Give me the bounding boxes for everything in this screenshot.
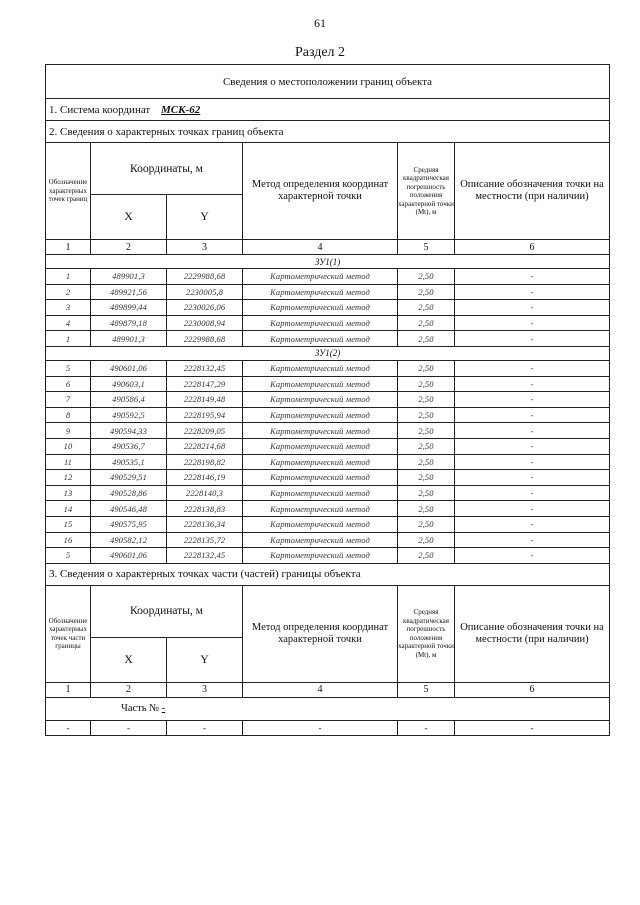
x-cell: 490575,95 (91, 516, 167, 532)
x-cell: 489901,3 (91, 331, 167, 347)
method-cell: Картометрический метод (243, 532, 398, 548)
table-title: Сведения о местоположении границ объекта (46, 65, 610, 99)
y-cell: 2228140,3 (167, 485, 243, 501)
accuracy-cell: 2,50 (398, 376, 455, 392)
method-cell: Картометрический метод (243, 284, 398, 300)
group-name: ЗУ1(1) (46, 255, 610, 269)
point-number-cell: 11 (46, 454, 91, 470)
point-number-cell: 14 (46, 501, 91, 517)
description-cell: - (455, 376, 610, 392)
table-row (46, 360, 610, 376)
part-cell (46, 697, 610, 720)
header-point-designation: Обозначение характерных точек границ (46, 143, 91, 240)
point-number-cell: 8 (46, 407, 91, 423)
header-coordinates: Координаты, м (91, 585, 243, 637)
description-cell: - (455, 360, 610, 376)
header-x: X (91, 195, 167, 240)
method-cell: Картометрический метод (243, 331, 398, 347)
coord-system-value: МСК-62 (160, 103, 201, 116)
header-point-designation-part: Обозначение характерных точек части границы (46, 585, 91, 682)
column-number: 5 (398, 240, 455, 255)
column-number: 6 (455, 240, 610, 255)
y-cell: 2228138,83 (167, 501, 243, 517)
accuracy-cell: 2,50 (398, 501, 455, 517)
y-cell: 2229988,68 (167, 331, 243, 347)
table-row (46, 548, 610, 564)
method-cell: Картометрический метод (243, 360, 398, 376)
accuracy-cell: 2,50 (398, 407, 455, 423)
y-cell: 2228198,82 (167, 454, 243, 470)
point-number-cell: 12 (46, 470, 91, 486)
y-cell: 2228135,72 (167, 532, 243, 548)
accuracy-cell: 2,50 (398, 392, 455, 408)
coord-system-label: 1. Система координат (49, 103, 151, 116)
method-cell: Картометрический метод (243, 454, 398, 470)
accuracy-cell: 2,50 (398, 269, 455, 285)
accuracy-cell: 2,50 (398, 438, 455, 454)
point-number-cell: 15 (46, 516, 91, 532)
coord-system-row (46, 99, 610, 121)
y-cell: 2228209,05 (167, 423, 243, 439)
table-row (46, 284, 610, 300)
method-cell: Картометрический метод (243, 423, 398, 439)
method-cell: Картометрический метод (243, 269, 398, 285)
point-number-cell: 5 (46, 548, 91, 564)
part-value: - (161, 703, 166, 715)
column-number: 4 (243, 240, 398, 255)
table-row (46, 315, 610, 331)
column-numbers-row (46, 682, 610, 697)
description-cell: - (455, 284, 610, 300)
x-cell: 490603,1 (91, 376, 167, 392)
accuracy-cell: 2,50 (398, 360, 455, 376)
table-row (46, 470, 610, 486)
y-cell: 2228195,94 (167, 407, 243, 423)
empty-cell: - (91, 720, 167, 735)
point-number-cell: 16 (46, 532, 91, 548)
method-cell: Картометрический метод (243, 438, 398, 454)
description-cell: - (455, 438, 610, 454)
y-cell: 2228149,48 (167, 392, 243, 408)
header-y: Y (167, 195, 243, 240)
part-label: Часть № (121, 703, 160, 715)
page-number: 61 (314, 16, 326, 30)
column-number: 1 (46, 682, 91, 697)
y-cell: 2228214,68 (167, 438, 243, 454)
column-number: 3 (167, 240, 243, 255)
description-cell: - (455, 470, 610, 486)
column-number: 1 (46, 240, 91, 255)
table-row (46, 392, 610, 408)
x-cell: 489901,3 (91, 269, 167, 285)
description-cell: - (455, 315, 610, 331)
column-number: 6 (455, 682, 610, 697)
table-row (46, 454, 610, 470)
accuracy-cell: 2,50 (398, 331, 455, 347)
empty-cell: - (167, 720, 243, 735)
point-number-cell: 10 (46, 438, 91, 454)
method-cell: Картометрический метод (243, 407, 398, 423)
table-row (46, 501, 610, 517)
accuracy-cell: 2,50 (398, 454, 455, 470)
table-row (46, 300, 610, 316)
description-cell: - (455, 516, 610, 532)
description-cell: - (455, 532, 610, 548)
header-method: Метод определения координат характерной точки (243, 585, 398, 682)
x-cell: 490529,51 (91, 470, 167, 486)
column-number: 2 (91, 240, 167, 255)
table-row (46, 331, 610, 347)
boundary-table (45, 64, 610, 736)
header-accuracy: Средняя квадратическая погрешность положения характерной точки (Mt), м (398, 585, 455, 682)
description-cell: - (455, 331, 610, 347)
table-row (46, 485, 610, 501)
empty-cell: - (46, 720, 91, 735)
empty-cell: - (455, 720, 610, 735)
accuracy-cell: 2,50 (398, 485, 455, 501)
accuracy-cell: 2,50 (398, 300, 455, 316)
point-number-cell: 2 (46, 284, 91, 300)
x-cell: 490535,1 (91, 454, 167, 470)
table-row (46, 532, 610, 548)
header-method: Метод определения координат характерной точки (243, 143, 398, 240)
y-cell: 2230026,06 (167, 300, 243, 316)
header-coordinates: Координаты, м (91, 143, 243, 195)
y-cell: 2228132,45 (167, 360, 243, 376)
column-numbers-row (46, 240, 610, 255)
x-cell: 489899,44 (91, 300, 167, 316)
y-cell: 2228136,34 (167, 516, 243, 532)
y-cell: 2228132,45 (167, 548, 243, 564)
accuracy-cell: 2,50 (398, 284, 455, 300)
method-cell: Картометрический метод (243, 548, 398, 564)
description-cell: - (455, 501, 610, 517)
y-cell: 2229988,68 (167, 269, 243, 285)
method-cell: Картометрический метод (243, 485, 398, 501)
table-row (46, 423, 610, 439)
x-cell: 490592,5 (91, 407, 167, 423)
x-cell: 490536,7 (91, 438, 167, 454)
x-cell: 490601,06 (91, 360, 167, 376)
method-cell: Картометрический метод (243, 376, 398, 392)
table-row (46, 376, 610, 392)
point-number-cell: 9 (46, 423, 91, 439)
accuracy-cell: 2,50 (398, 548, 455, 564)
section3-title: 3. Сведения о характерных точках части (частей) границы объекта (46, 563, 610, 585)
point-number-cell: 3 (46, 300, 91, 316)
point-number-cell: 4 (46, 315, 91, 331)
point-number-cell: 7 (46, 392, 91, 408)
point-number-cell: 6 (46, 376, 91, 392)
column-number: 4 (243, 682, 398, 697)
header-description: Описание обозначения точки на местности (при наличии) (455, 143, 610, 240)
accuracy-cell: 2,50 (398, 423, 455, 439)
method-cell: Картометрический метод (243, 300, 398, 316)
group-row (46, 255, 610, 269)
table-row (46, 438, 610, 454)
description-cell: - (455, 300, 610, 316)
header-accuracy: Средняя квадратическая погрешность положения характерной точки (Mt), м (398, 143, 455, 240)
column-number: 3 (167, 682, 243, 697)
accuracy-cell: 2,50 (398, 315, 455, 331)
empty-cell: - (398, 720, 455, 735)
point-number-cell: 1 (46, 269, 91, 285)
accuracy-cell: 2,50 (398, 516, 455, 532)
description-cell: - (455, 407, 610, 423)
group-name: ЗУ1(2) (46, 346, 610, 360)
x-cell: 490546,48 (91, 501, 167, 517)
part-row (46, 697, 610, 720)
x-cell: 490586,4 (91, 392, 167, 408)
group-row (46, 346, 610, 360)
header-description: Описание обозначения точки на местности (при наличии) (455, 585, 610, 682)
accuracy-cell: 2,50 (398, 470, 455, 486)
table-row (46, 407, 610, 423)
description-cell: - (455, 423, 610, 439)
x-cell: 490601,06 (91, 548, 167, 564)
section2-title: 2. Сведения о характерных точках границ объекта (46, 121, 610, 143)
y-cell: 2228147,29 (167, 376, 243, 392)
description-cell: - (455, 269, 610, 285)
x-cell: 489879,18 (91, 315, 167, 331)
empty-cell: - (243, 720, 398, 735)
x-cell: 490594,33 (91, 423, 167, 439)
table-row (46, 269, 610, 285)
y-cell: 2230005,8 (167, 284, 243, 300)
description-cell: - (455, 485, 610, 501)
accuracy-cell: 2,50 (398, 532, 455, 548)
table-row (46, 516, 610, 532)
x-cell: 490528,86 (91, 485, 167, 501)
y-cell: 2230008,94 (167, 315, 243, 331)
point-number-cell: 13 (46, 485, 91, 501)
description-cell: - (455, 392, 610, 408)
section-title: Раздел 2 (294, 45, 346, 60)
method-cell: Картометрический метод (243, 516, 398, 532)
header-x: X (91, 637, 167, 682)
y-cell: 2228146,19 (167, 470, 243, 486)
method-cell: Картометрический метод (243, 315, 398, 331)
empty-row (46, 720, 610, 735)
method-cell: Картометрический метод (243, 501, 398, 517)
point-number-cell: 5 (46, 360, 91, 376)
description-cell: - (455, 454, 610, 470)
method-cell: Картометрический метод (243, 392, 398, 408)
x-cell: 490582,12 (91, 532, 167, 548)
description-cell: - (455, 548, 610, 564)
header-y: Y (167, 637, 243, 682)
point-number-cell: 1 (46, 331, 91, 347)
method-cell: Картометрический метод (243, 470, 398, 486)
x-cell: 489921,56 (91, 284, 167, 300)
column-number: 5 (398, 682, 455, 697)
column-number: 2 (91, 682, 167, 697)
